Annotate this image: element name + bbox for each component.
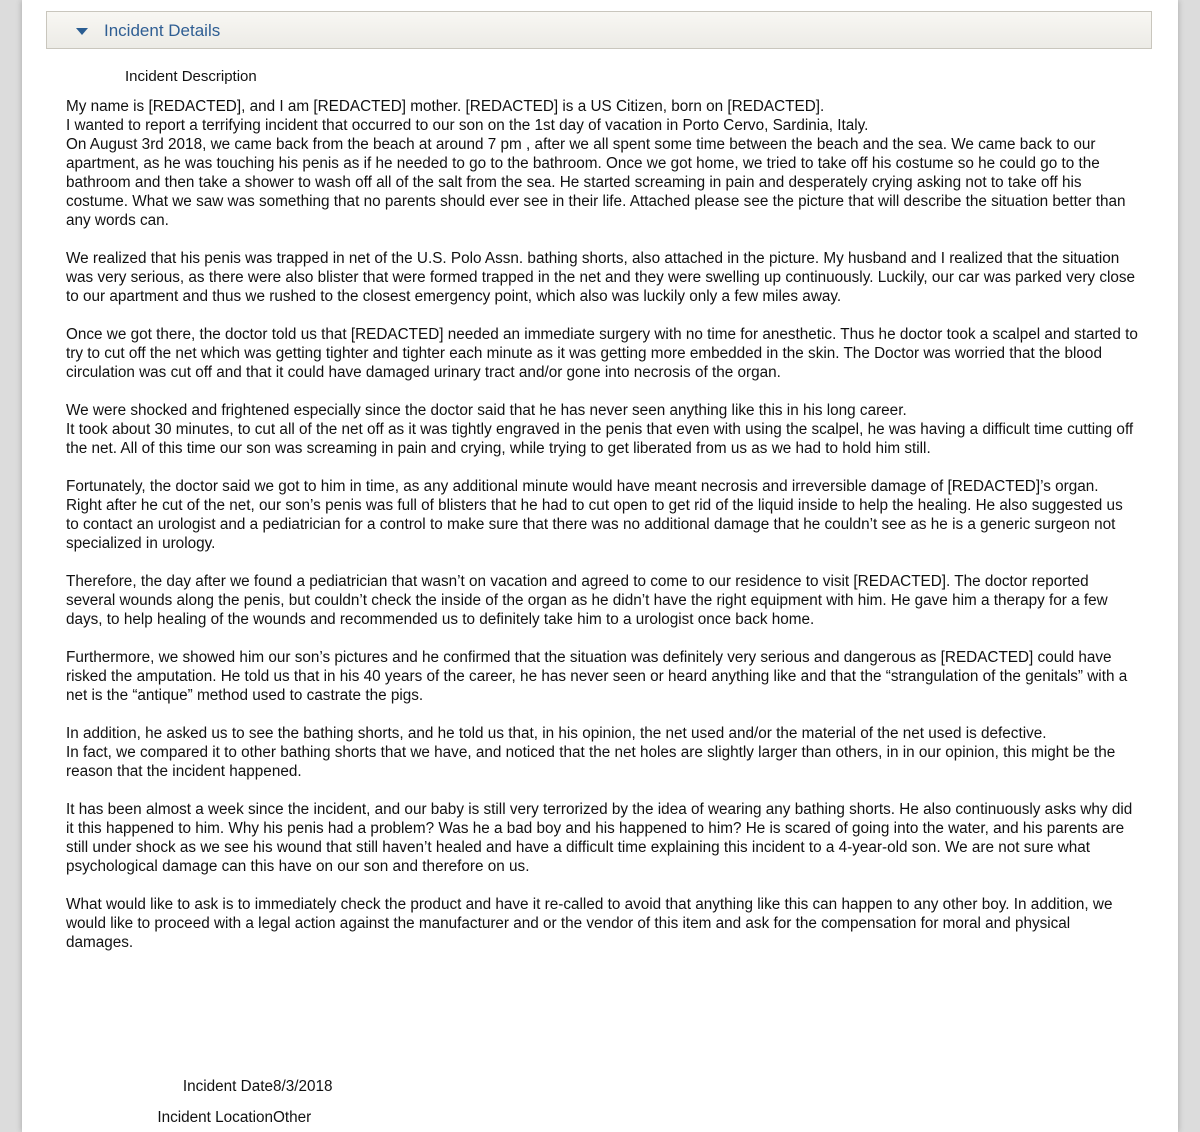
description-line: What would like to ask is to immediately check the product and have it re-called to avoid that anything like this can happen to any other boy. In addition, we would like to proceed with a legal action against the manufacturer and or the vendor of this item and ask for the compensation for moral and physical damages. <box>66 896 1113 951</box>
description-line: It took about 30 minutes, to cut all of the net off as it was tightly engraved in the penis that even with using the scalpel, he was having a difficult time cutting off the net. All of this time our son was screaming in pain and crying, while trying to get liberated from us as we had to hold him still. <box>66 421 1134 457</box>
description-line: In fact, we compared it to other bathing shorts that we have, and noticed that the net holes are slightly larger than others, in in our opinion, this might be the reason that the incident happened. <box>66 744 1116 780</box>
description-paragraph <box>66 97 1138 230</box>
report-page <box>22 0 1178 1132</box>
incident-date-row <box>22 1077 722 1099</box>
description-line: My name is [REDACTED], and I am [REDACTED] mother. [REDACTED] is a US Citizen, born on [REDACTED]. <box>66 98 825 115</box>
caret-down-icon[interactable] <box>76 28 88 35</box>
description-line: In addition, he asked us to see the bathing shorts, and he told us that, in his opinion, the net used and/or the material of the net used is defective. <box>66 725 1047 742</box>
description-paragraph <box>66 477 1138 553</box>
description-paragraph <box>66 572 1138 629</box>
description-paragraph <box>66 724 1138 781</box>
incident-location-label: Incident Location <box>157 1109 273 1126</box>
description-line: Furthermore, we showed him our son’s pictures and he confirmed that the situation was definitely very serious and dangerous as [REDACTED] could have risked the amputation. He told us that in his 40 years of the career, he has never seen or heard anything like and that the “strangulation of the genitals” with a net is the “antique” method used to castrate the pigs. <box>66 649 1128 704</box>
description-line: I wanted to report a terrifying incident that occurred to our son on the 1st day of vacation in Porto Cervo, Sardinia, Italy. <box>66 117 869 134</box>
incident-description-text <box>66 97 1138 971</box>
incident-location-value: Other <box>273 1109 312 1126</box>
description-line: Therefore, the day after we found a pediatrician that wasn’t on vacation and agreed to come to our residence to visit [REDACTED]. The doctor reported several wounds along the penis, but couldn’t check the inside of the organ as he didn’t have the right equipment with him. He gave him a therapy for a few days, to help healing of the wounds and recommended us to definitely take him to a urologist once back home. <box>66 573 1108 628</box>
description-paragraph <box>66 800 1138 876</box>
description-line: On August 3rd 2018, we came back from the beach at around 7 pm , after we all spent some time between the beach and the sea. We came back to our apartment, as he was touching his penis as if he needed to go to the bathroom. Once we got home, we tried to take off his costume so he could go to the bathroom and then take a shower to wash off all of the salt from the sea. He started screaming in pain and desperately crying asking not to take off his costume. What we saw was something that no parents should ever see in their life. Attached please see the picture that will describe the situation better than any words can. <box>66 136 1126 229</box>
incident-date-label: Incident Date <box>182 1078 273 1095</box>
section-title: Incident Details <box>104 21 221 40</box>
description-paragraph <box>66 895 1138 952</box>
description-line: We realized that his penis was trapped in net of the U.S. Polo Assn. bathing shorts, also attached in the picture. My husband and I realized that the situation was very serious, as there were also blister that were formed trapped in the net and they were swelling up continuously. Luckily, our car was parked very close to our apartment and thus we rushed to the closest emergency point, which also was luckily only a few miles away. <box>66 250 1136 305</box>
description-line: Once we got there, the doctor told us that [REDACTED] needed an immediate surgery with no time for anesthetic. Thus he doctor took a scalpel and started to try to cut off the net which was getting tighter and tighter each minute as it was getting more embedded in the skin. The Doctor was worried that the blood circulation was cut off and that it could have damaged urinary tract and/or gone into necrosis of the organ. <box>66 326 1138 381</box>
description-paragraph <box>66 648 1138 705</box>
description-line: We were shocked and frightened especially since the doctor said that he has never seen anything like this in his long career. <box>66 402 907 419</box>
incident-location-row <box>22 1108 722 1130</box>
incident-details-header[interactable] <box>46 11 1152 49</box>
description-paragraph <box>66 401 1138 458</box>
incident-date-value: 8/3/2018 <box>273 1078 333 1095</box>
description-paragraph <box>66 249 1138 306</box>
description-line: Fortunately, the doctor said we got to him in time, as any additional minute would have meant necrosis and irreversible damage of [REDACTED]’s organ. Right after he cut of the net, our son’s penis was full of blisters that he had to cut open to get rid of the liquid inside to help the healing. He also suggested us to contact an urologist and a pediatrician for a control to make sure that there was no additional damage that he couldn’t see as he is a generic surgeon not specialized in urology. <box>66 478 1123 552</box>
description-line: It has been almost a week since the incident, and our baby is still very terrorized by the idea of wearing any bathing shorts. He also continuously asks why did it this happened to him. Why his penis had a problem? Was he a bad boy and his happened to him? He is scared of going into the water, and his parents are still under shock as we see his wound that still haven’t healed and have a difficult time explaining this incident to a 4-year-old son. We are not sure what psychological damage can this have on our son and therefore on us. <box>66 801 1133 875</box>
description-paragraph <box>66 325 1138 382</box>
incident-description-label: Incident Description <box>125 68 257 85</box>
